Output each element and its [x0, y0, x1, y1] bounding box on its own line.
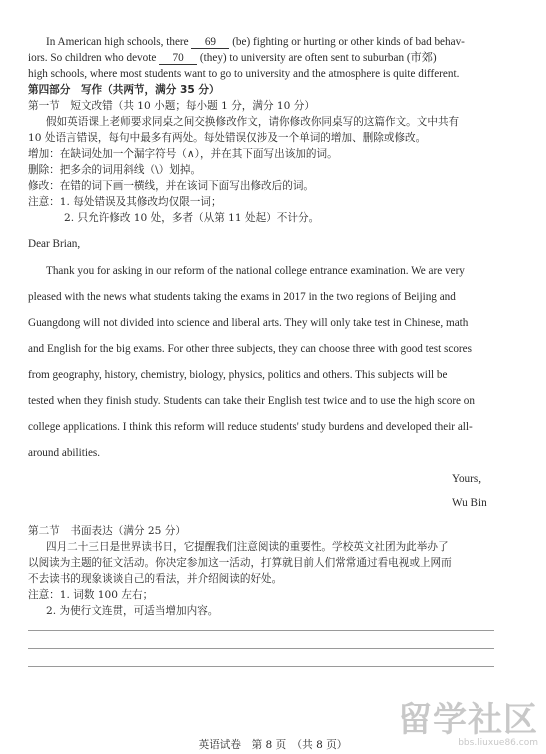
letter-line[interactable]: Thank you for asking in our reform of the national college entrance examination. We are very [46, 265, 465, 277]
reading-text: In American high schools, there [46, 36, 189, 48]
writing-line[interactable] [28, 666, 494, 667]
section2-prompt: 以阅读为主题的征文活动。你决定参加这一活动，打算就目前人们常常通过看电视或上网而 [28, 557, 452, 569]
section1-note: 2. 只允许修改 10 处，多者（从第 11 处起）不计分。 [64, 212, 320, 224]
answer-blank-70[interactable]: 70 [159, 52, 197, 65]
writing-line[interactable] [28, 630, 494, 631]
watermark-url: bbs.liuxue86.com [458, 738, 538, 748]
letter-line[interactable]: college applications. I think this reform will reduce students' study burdens and developed their all- [28, 421, 473, 433]
part4-title: 第四部分 写作（共两节，满分 35 分） [28, 84, 220, 96]
letter-line[interactable]: tested when they finish study. Students can take their English test twice and to use the high score on [28, 395, 475, 407]
reading-line-3: high schools, where most students want to go to university and the atmosphere is quite different. [28, 68, 460, 80]
letter-line[interactable]: from geography, history, chemistry, biology, physics, politics and others. This subjects will be [28, 369, 448, 381]
letter-line[interactable]: around abilities. [28, 447, 101, 459]
watermark-text: 留学社区 [398, 700, 538, 740]
letter-line[interactable]: pleased with the news what students taking the exams in 2017 in the two regions of Beijing and [28, 291, 456, 303]
reading-text: iors. So children who devote [28, 52, 157, 64]
writing-line[interactable] [28, 648, 494, 649]
section2-prompt: 四月二十三日是世界读书日，它提醒我们注意阅读的重要性。学校英文社团为此举办了 [46, 541, 449, 553]
letter-greeting: Dear Brian, [28, 238, 81, 250]
section2-prompt: 不去读书的现象谈谈自己的看法，并介绍阅读的好处。 [28, 573, 283, 585]
reading-line-2 [28, 51, 437, 65]
section1-intro: 假如英语课上老师要求同桌之间交换修改作文，请你修改你同桌写的这篇作文。文中共有 [46, 116, 460, 128]
letter-line[interactable]: and English for the big exams. For other three subjects, they can choose three with good test scores [28, 343, 472, 355]
rule-delete: 删除：把多余的词用斜线（\）划掉。 [28, 164, 202, 176]
section2-note: 2. 为使行文连贯，可适当增加内容。 [46, 605, 219, 617]
letter-closing: Yours, [452, 473, 482, 485]
reading-line-1 [46, 35, 465, 49]
section1-note: 注意：1. 每处错误及其修改均仅限一词； [28, 196, 222, 208]
rule-add: 增加：在缺词处加一个漏字符号（∧），并在其下面写出该加的词。 [28, 148, 338, 160]
watermark-logo [398, 702, 538, 748]
section1-title: 第一节 短文改错（共 10 小题；每小题 1 分，满分 10 分） [28, 100, 315, 112]
letter-line[interactable]: Guangdong will not divided into science and liberal arts. They will only take test in Chinese, math [28, 317, 469, 329]
section2-note: 注意：1. 词数 100 左右； [28, 589, 154, 601]
section2-title: 第二节 书面表达（满分 25 分） [28, 525, 186, 537]
answer-blank-69[interactable]: 69 [191, 36, 229, 49]
reading-text: (they) to university are often sent to suburban (市郊) [199, 52, 437, 64]
reading-text: (be) fighting or hurting or other kinds of bad behav- [232, 36, 465, 48]
rule-modify: 修改：在错的词下画一横线，并在该词下面写出修改后的词。 [28, 180, 315, 192]
page-footer: 英语试卷 第 8 页 （共 8 页） [198, 739, 348, 751]
section1-intro: 10 处语言错误，每句中最多有两处。每处错误仅涉及一个单词的增加、删除或修改。 [28, 132, 427, 144]
letter-signature: Wu Bin [452, 497, 487, 509]
